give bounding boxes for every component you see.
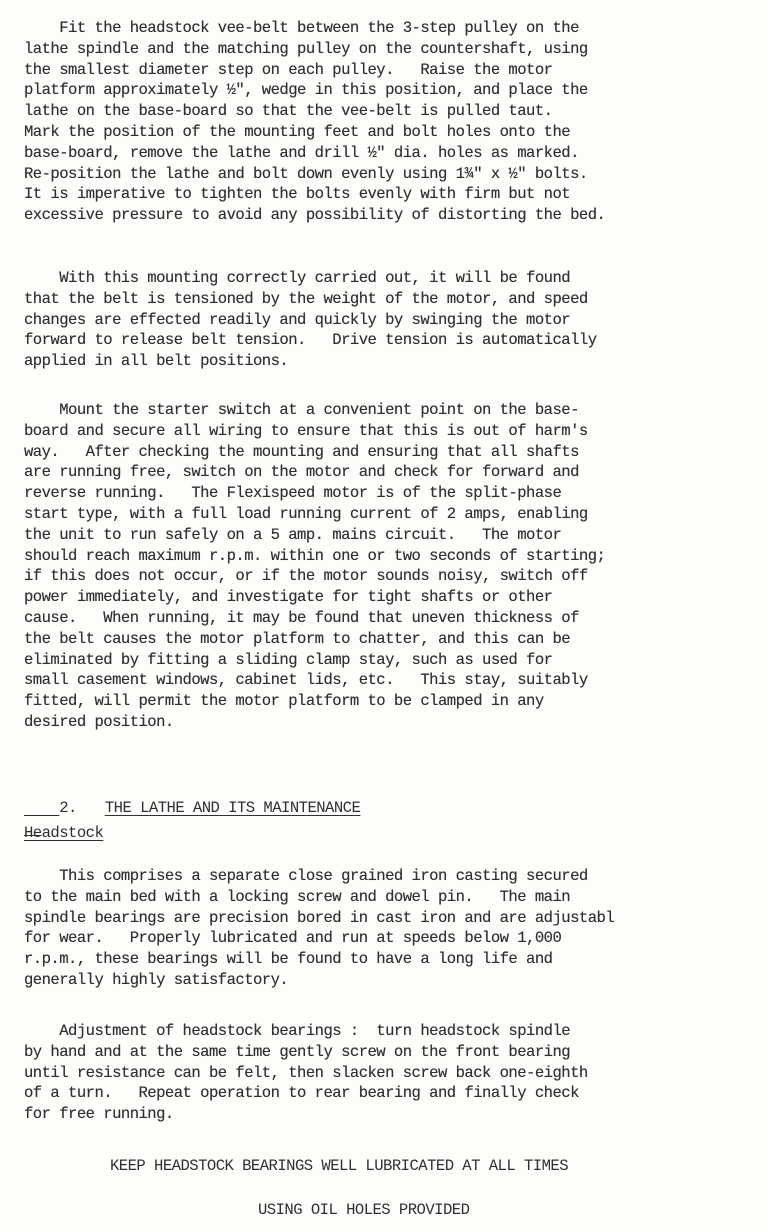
text-line: desired position. [24, 712, 174, 731]
text-line: by hand and at the same time gently screw on the front bearing [24, 1042, 571, 1061]
text-line: the unit to run safely on a 5 amp. mains circuit. The motor [24, 525, 562, 544]
paragraph-belt-tension [24, 268, 764, 372]
text-line: generally highly satisfactory. [24, 970, 289, 989]
text-line: for free running. [24, 1105, 174, 1124]
text-line: Fit the headstock vee-belt between the 3-step pulley on the [24, 19, 579, 37]
text-line: board and secure all wiring to ensure that this is out of harm's [24, 421, 588, 440]
text-line: to the main bed with a locking screw and dowel pin. The main [24, 887, 571, 906]
text-line: changes are effected readily and quickly by swinging the motor [24, 310, 571, 329]
text-line: With this mounting correctly carried out, it will be found [24, 269, 571, 287]
text-line: excessive pressure to avoid any possibility of distorting the bed. [24, 206, 606, 225]
text-line: that the belt is tensioned by the weight of the motor, and speed [24, 289, 588, 308]
text-line: spindle bearings are precision bored in cast iron and are adjustabl [24, 908, 615, 927]
text-line: cause. When running, it may be found that uneven thickness of [24, 608, 579, 627]
paragraph-bearing-adjustment [24, 1021, 764, 1125]
text-line: eliminated by fitting a sliding clamp stay, such as used for [24, 650, 553, 669]
paragraph-belt-fitting [24, 18, 764, 226]
text-line: base-board, remove the lathe and drill ½" dia. holes as marked. [24, 143, 579, 162]
text-line: Mount the starter switch at a convenient point on the base- [24, 401, 579, 419]
text-line: forward to release belt tension. Drive tension is automatically [24, 331, 597, 350]
text-line: platform approximately ½", wedge in this position, and place the [24, 81, 588, 100]
text-line: way. After checking the mounting and ensuring that all shafts [24, 442, 579, 461]
section-title: THE LATHE AND ITS MAINTENANCE [104, 799, 361, 817]
text-line: lathe on the base-board so that the vee-belt is pulled taut. [24, 102, 553, 121]
text-line: small casement windows, cabinet lids, etc. This stay, suitably [24, 671, 588, 690]
section-number: 2. [59, 799, 77, 817]
text-line: It is imperative to tighten the bolts evenly with firm but not [24, 185, 571, 204]
text-line: start type, with a full load running current of 2 amps, enabling [24, 504, 588, 523]
text-line: the belt causes the motor platform to chatter, and this can be [24, 629, 571, 648]
text-line: fitted, will permit the motor platform to be clamped in any [24, 692, 544, 711]
notice-line-2: USING OIL HOLES PROVIDED [258, 1201, 470, 1219]
text-line: should reach maximum r.p.m. within one or two seconds of starting; [24, 546, 606, 565]
text-line: the smallest diameter step on each pulley. Raise the motor [24, 60, 553, 79]
notice-line-1: KEEP HEADSTOCK BEARINGS WELL LUBRICATED AT ALL TIMES [110, 1157, 569, 1175]
text-line: Re-position the lathe and bolt down evenly using 1¾" x ½" bolts. [24, 164, 588, 183]
text-line: This comprises a separate close grained iron casting secured [24, 867, 588, 885]
text-line: reverse running. The Flexispeed motor is of the split-phase [24, 484, 562, 503]
subheading-headstock: Headstock [24, 824, 104, 842]
text-line: power immediately, and investigate for tight shafts or other [24, 588, 553, 607]
text-line: r.p.m., these bearings will be found to have a long life and [24, 950, 553, 969]
paragraph-starter-switch [24, 400, 764, 733]
text-line: Mark the position of the mounting feet and bolt holes onto the [24, 122, 571, 141]
text-line: Adjustment of headstock bearings : turn headstock spindle [24, 1022, 571, 1040]
text-line: for wear. Properly lubricated and run at speeds below 1,000 [24, 929, 562, 948]
text-line: of a turn. Repeat operation to rear bearing and finally check [24, 1084, 579, 1103]
text-line: are running free, switch on the motor and check for forward and [24, 463, 579, 482]
text-line: lathe spindle and the matching pulley on the countershaft, using [24, 39, 588, 58]
text-line: until resistance can be felt, then slacken screw back one-eighth [24, 1063, 588, 1082]
paragraph-headstock-description [24, 866, 764, 991]
text-line: applied in all belt positions. [24, 352, 289, 371]
text-line: if this does not occur, or if the motor sounds noisy, switch off [24, 567, 588, 586]
